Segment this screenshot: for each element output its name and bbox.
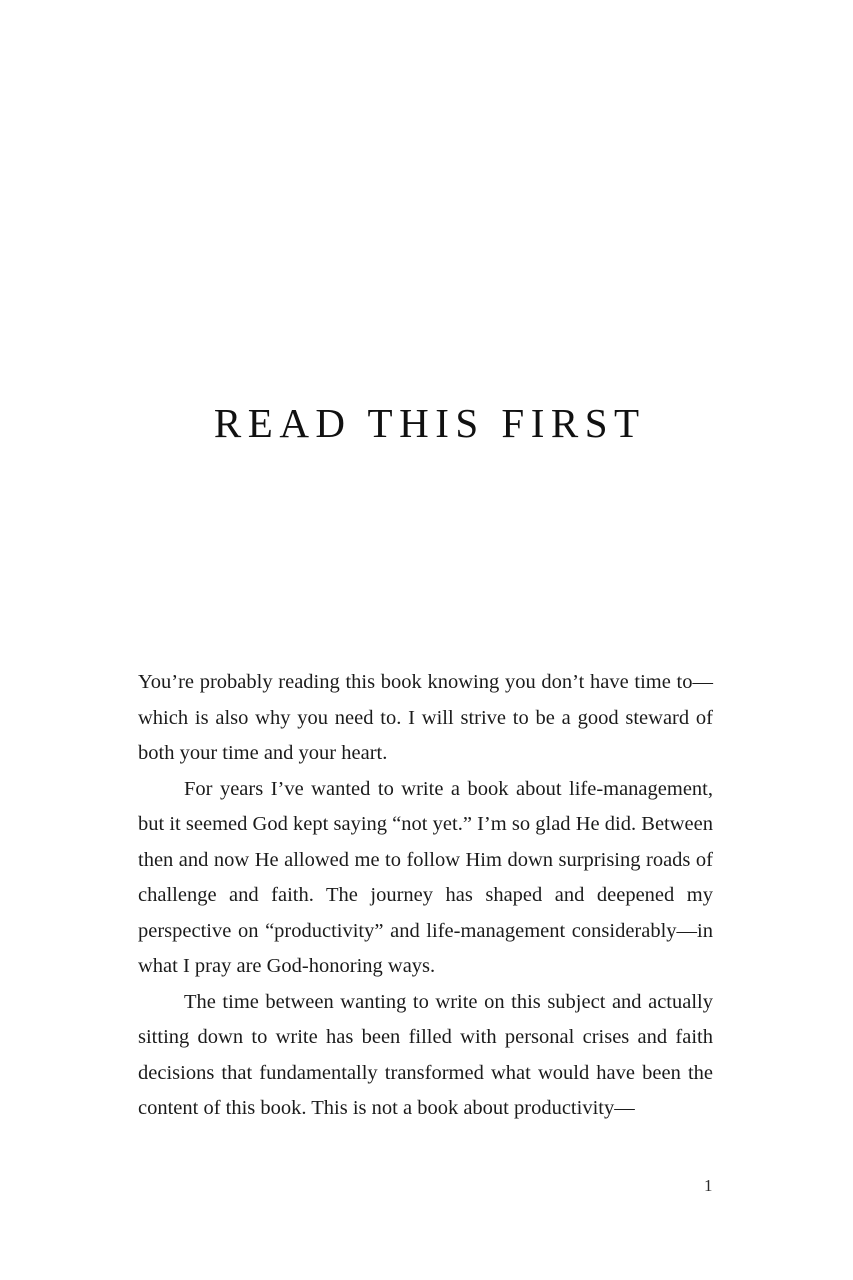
paragraph: You’re probably reading this book knowing you don’t have time to—which is also why you need to. I will strive to be a good steward of both your time and your heart. — [138, 671, 713, 764]
page-title: READ THIS FIRST — [213, 400, 646, 447]
page-number: 1 — [704, 1176, 713, 1195]
body-text — [138, 665, 713, 1127]
paragraph: The time between wanting to write on this subject and actually sitting down to write has been filled with personal crises and faith decisions that fundamentally transformed what would have been the content of this book. This is not a book about productivity— — [138, 990, 713, 1119]
paragraph: For years I’ve wanted to write a book about life-management, but it seemed God kept saying “not yet.” I’m so glad He did. Between then and now He allowed me to follow Him down surprising roads of challenge and faith. The journey has shaped and deepened my perspective on “productivity” and life-management considerably—in what I pray are God-honoring ways. — [138, 777, 713, 977]
